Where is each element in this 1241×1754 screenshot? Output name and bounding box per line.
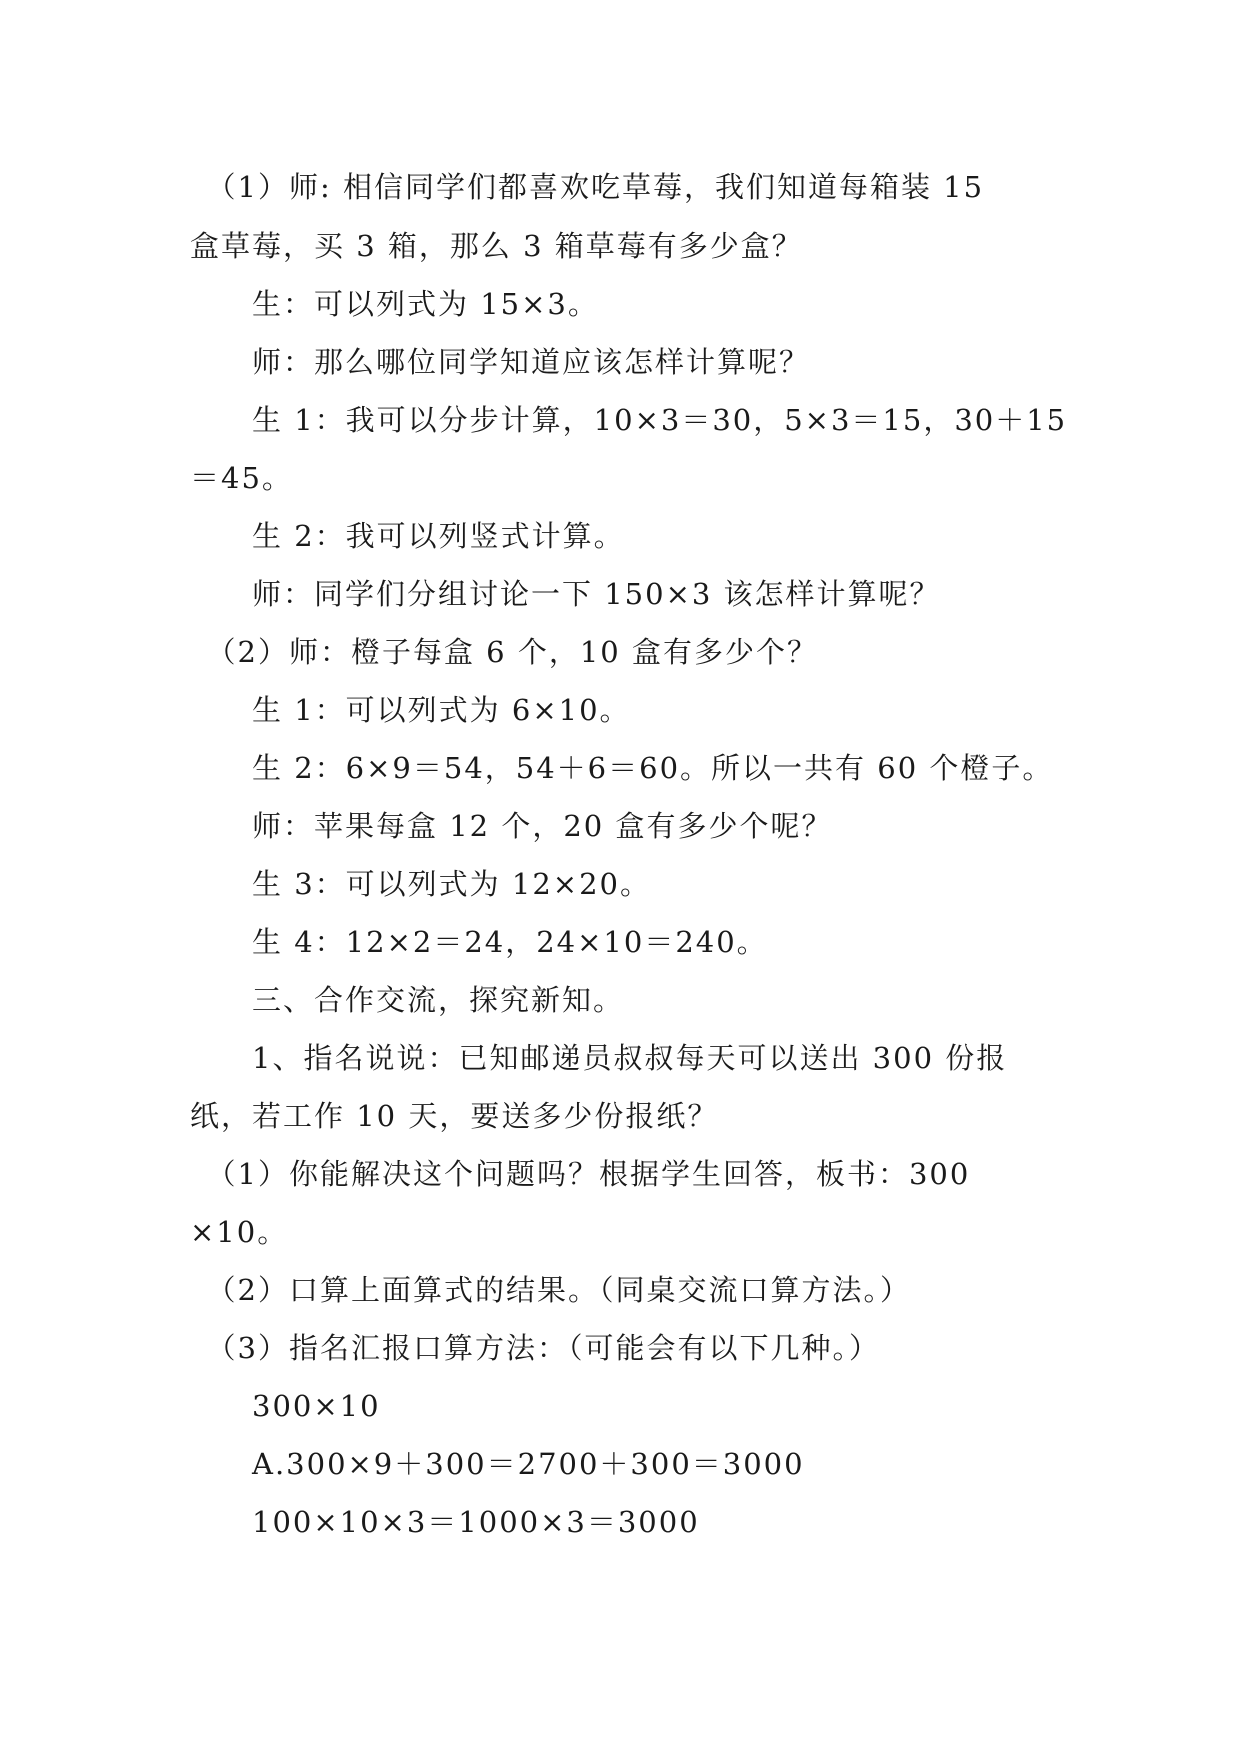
- text-line: 1、指名说说：已知邮递员叔叔每天可以送出 300 份报: [190, 1041, 1008, 1075]
- equation-line: 100×10×3＝1000×3＝3000: [190, 1505, 700, 1539]
- text-line: 生 1：可以列式为 6×10。: [190, 693, 631, 727]
- text-line: （3）指名汇报口算方法：（可能会有以下几种。）: [190, 1331, 880, 1365]
- text-line: 生 2：我可以列竖式计算。: [190, 519, 625, 553]
- text-line: （2）师：橙子每盒 6 个，10 盒有多少个？: [190, 635, 818, 669]
- text-line: 师：苹果每盒 12 个，20 盒有多少个呢？: [190, 809, 833, 843]
- text-line: ×10。: [190, 1215, 289, 1249]
- text-line: 生 4：12×2＝24，24×10＝240。: [190, 925, 768, 959]
- text-line: （2）口算上面算式的结果。（同桌交流口算方法。）: [190, 1273, 911, 1307]
- text-line: ＝45。: [190, 461, 293, 495]
- text-line: 生 2：6×9＝54，54＋6＝60。所以一共有 60 个橙子。: [190, 751, 1054, 785]
- text-line: 纸，若工作 10 天，要送多少份报纸？: [190, 1099, 719, 1133]
- equation-line: 300×10: [190, 1389, 381, 1423]
- text-line: 师：那么哪位同学知道应该怎样计算呢？: [190, 345, 811, 379]
- text-line: 生 1：我可以分步计算，10×3＝30，5×3＝15，30＋15: [190, 403, 1068, 437]
- text-line: 盒草莓，买 3 箱，那么 3 箱草莓有多少盒？: [190, 229, 803, 263]
- equation-line: A.300×9＋300＝2700＋300＝3000: [190, 1447, 805, 1481]
- text-line: 师：同学们分组讨论一下 150×3 该怎样计算呢？: [190, 577, 941, 611]
- text-line: 生：可以列式为 15×3。: [190, 287, 599, 321]
- text-line: （1）你能解决这个问题吗？根据学生回答，板书：300: [190, 1157, 971, 1191]
- section-heading: 三、合作交流，探究新知。: [190, 983, 625, 1017]
- text-line: （1）师: 相信同学们都喜欢吃草莓，我们知道每箱装 15: [190, 170, 985, 204]
- text-line: 生 3：可以列式为 12×20。: [190, 867, 651, 901]
